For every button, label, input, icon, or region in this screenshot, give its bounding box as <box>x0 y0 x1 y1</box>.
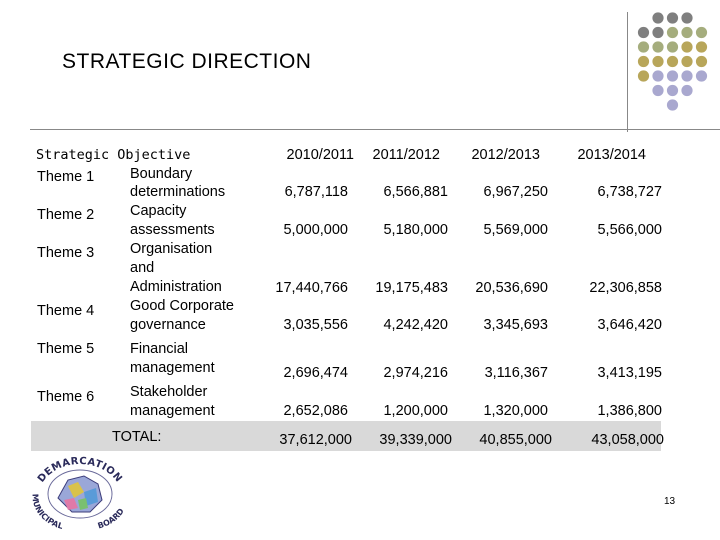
decorative-dot <box>652 41 663 52</box>
value-cell: 4,242,420 <box>383 317 448 333</box>
decorative-dot <box>638 41 649 52</box>
total-label: TOTAL: <box>112 429 162 445</box>
value-cell: 6,566,881 <box>383 184 448 200</box>
decorative-dot <box>652 56 663 67</box>
header-year-2010: 2010/2011 <box>286 147 354 163</box>
decorative-dot <box>667 12 678 23</box>
divider-vertical <box>627 12 628 132</box>
decorative-dot <box>681 56 692 67</box>
value-cell: 3,413,195 <box>597 365 662 381</box>
theme-description-line: Good Corporate <box>130 298 234 314</box>
total-value: 39,339,000 <box>379 432 452 448</box>
divider-horizontal <box>30 129 720 130</box>
value-cell: 2,652,086 <box>283 403 348 419</box>
value-cell: 6,787,118 <box>284 184 348 200</box>
logo-right-text: BOARD <box>96 506 126 531</box>
value-cell: 22,306,858 <box>589 280 662 296</box>
decorative-dot <box>652 70 663 81</box>
decorative-dot <box>696 27 707 38</box>
total-value: 40,855,000 <box>479 432 552 448</box>
decorative-dot <box>652 12 663 23</box>
theme-description-line: determinations <box>130 184 226 200</box>
value-cell: 5,566,000 <box>597 222 662 238</box>
theme-label: Theme 2 <box>37 207 95 223</box>
total-value: 43,058,000 <box>591 432 664 448</box>
decorative-dot <box>667 99 678 110</box>
value-cell: 19,175,483 <box>375 280 448 296</box>
theme-description-line: Boundary <box>130 166 193 182</box>
decorative-dot <box>638 56 649 67</box>
decorative-dot <box>696 41 707 52</box>
page-title: STRATEGIC DIRECTION <box>62 50 312 73</box>
decorative-dot <box>681 12 692 23</box>
value-cell: 6,738,727 <box>597 184 662 200</box>
value-cell: 2,974,216 <box>383 365 448 381</box>
theme-description-line: management <box>130 403 215 419</box>
municipal-demarcation-board-logo <box>24 448 136 532</box>
decorative-dot <box>681 27 692 38</box>
decorative-dot <box>681 85 692 96</box>
value-cell: 20,536,690 <box>475 280 548 296</box>
logo-left-text: MUNICIPAL <box>30 493 65 531</box>
value-cell: 1,386,800 <box>597 403 662 419</box>
theme-description-line: Organisation <box>130 241 213 257</box>
value-cell: 3,345,693 <box>483 317 548 333</box>
decorative-dot <box>696 70 707 81</box>
value-cell: 17,440,766 <box>275 280 348 296</box>
header-year-2011: 2011/2012 <box>372 147 440 163</box>
value-cell: 3,646,420 <box>597 317 662 333</box>
value-cell: 3,116,367 <box>484 365 548 381</box>
value-cell: 1,200,000 <box>383 403 448 419</box>
total-value: 37,612,000 <box>279 432 352 448</box>
theme-label: Theme 3 <box>37 245 95 261</box>
value-cell: 3,035,556 <box>283 317 348 333</box>
value-cell: 1,320,000 <box>483 403 548 419</box>
decorative-dot <box>667 56 678 67</box>
theme-description-line: governance <box>130 317 206 333</box>
theme-label: Theme 4 <box>37 303 95 319</box>
decorative-dot <box>696 56 707 67</box>
theme-description-line: Capacity <box>130 203 187 219</box>
theme-label: Theme 6 <box>37 389 95 405</box>
value-cell: 5,569,000 <box>483 222 548 238</box>
theme-description-line: and <box>130 260 155 276</box>
theme-description-line: assessments <box>130 222 215 238</box>
page-number: 13 <box>664 496 676 507</box>
header-objective: Strategic Objective <box>36 147 191 163</box>
theme-description-line: management <box>130 360 215 376</box>
theme-label: Theme 5 <box>37 341 95 357</box>
header-year-2012: 2012/2013 <box>471 147 540 163</box>
theme-description-line: Administration <box>130 279 222 295</box>
value-cell: 6,967,250 <box>483 184 548 200</box>
decorative-dot <box>638 70 649 81</box>
logo-top-text: DEMARCATION <box>35 455 125 485</box>
decorative-dot <box>667 27 678 38</box>
decorative-dot <box>667 70 678 81</box>
value-cell: 5,180,000 <box>383 222 448 238</box>
decorative-dot <box>652 27 663 38</box>
decorative-dot <box>681 70 692 81</box>
decorative-dot <box>638 27 649 38</box>
decorative-dot <box>667 41 678 52</box>
header-year-2013: 2013/2014 <box>577 147 646 163</box>
value-cell: 5,000,000 <box>283 222 348 238</box>
theme-description-line: Financial <box>130 341 189 357</box>
theme-label: Theme 1 <box>37 169 95 185</box>
decorative-dot <box>681 41 692 52</box>
value-cell: 2,696,474 <box>283 365 348 381</box>
decorative-dot <box>652 85 663 96</box>
theme-description-line: Stakeholder <box>130 384 208 400</box>
decorative-dot <box>667 85 678 96</box>
